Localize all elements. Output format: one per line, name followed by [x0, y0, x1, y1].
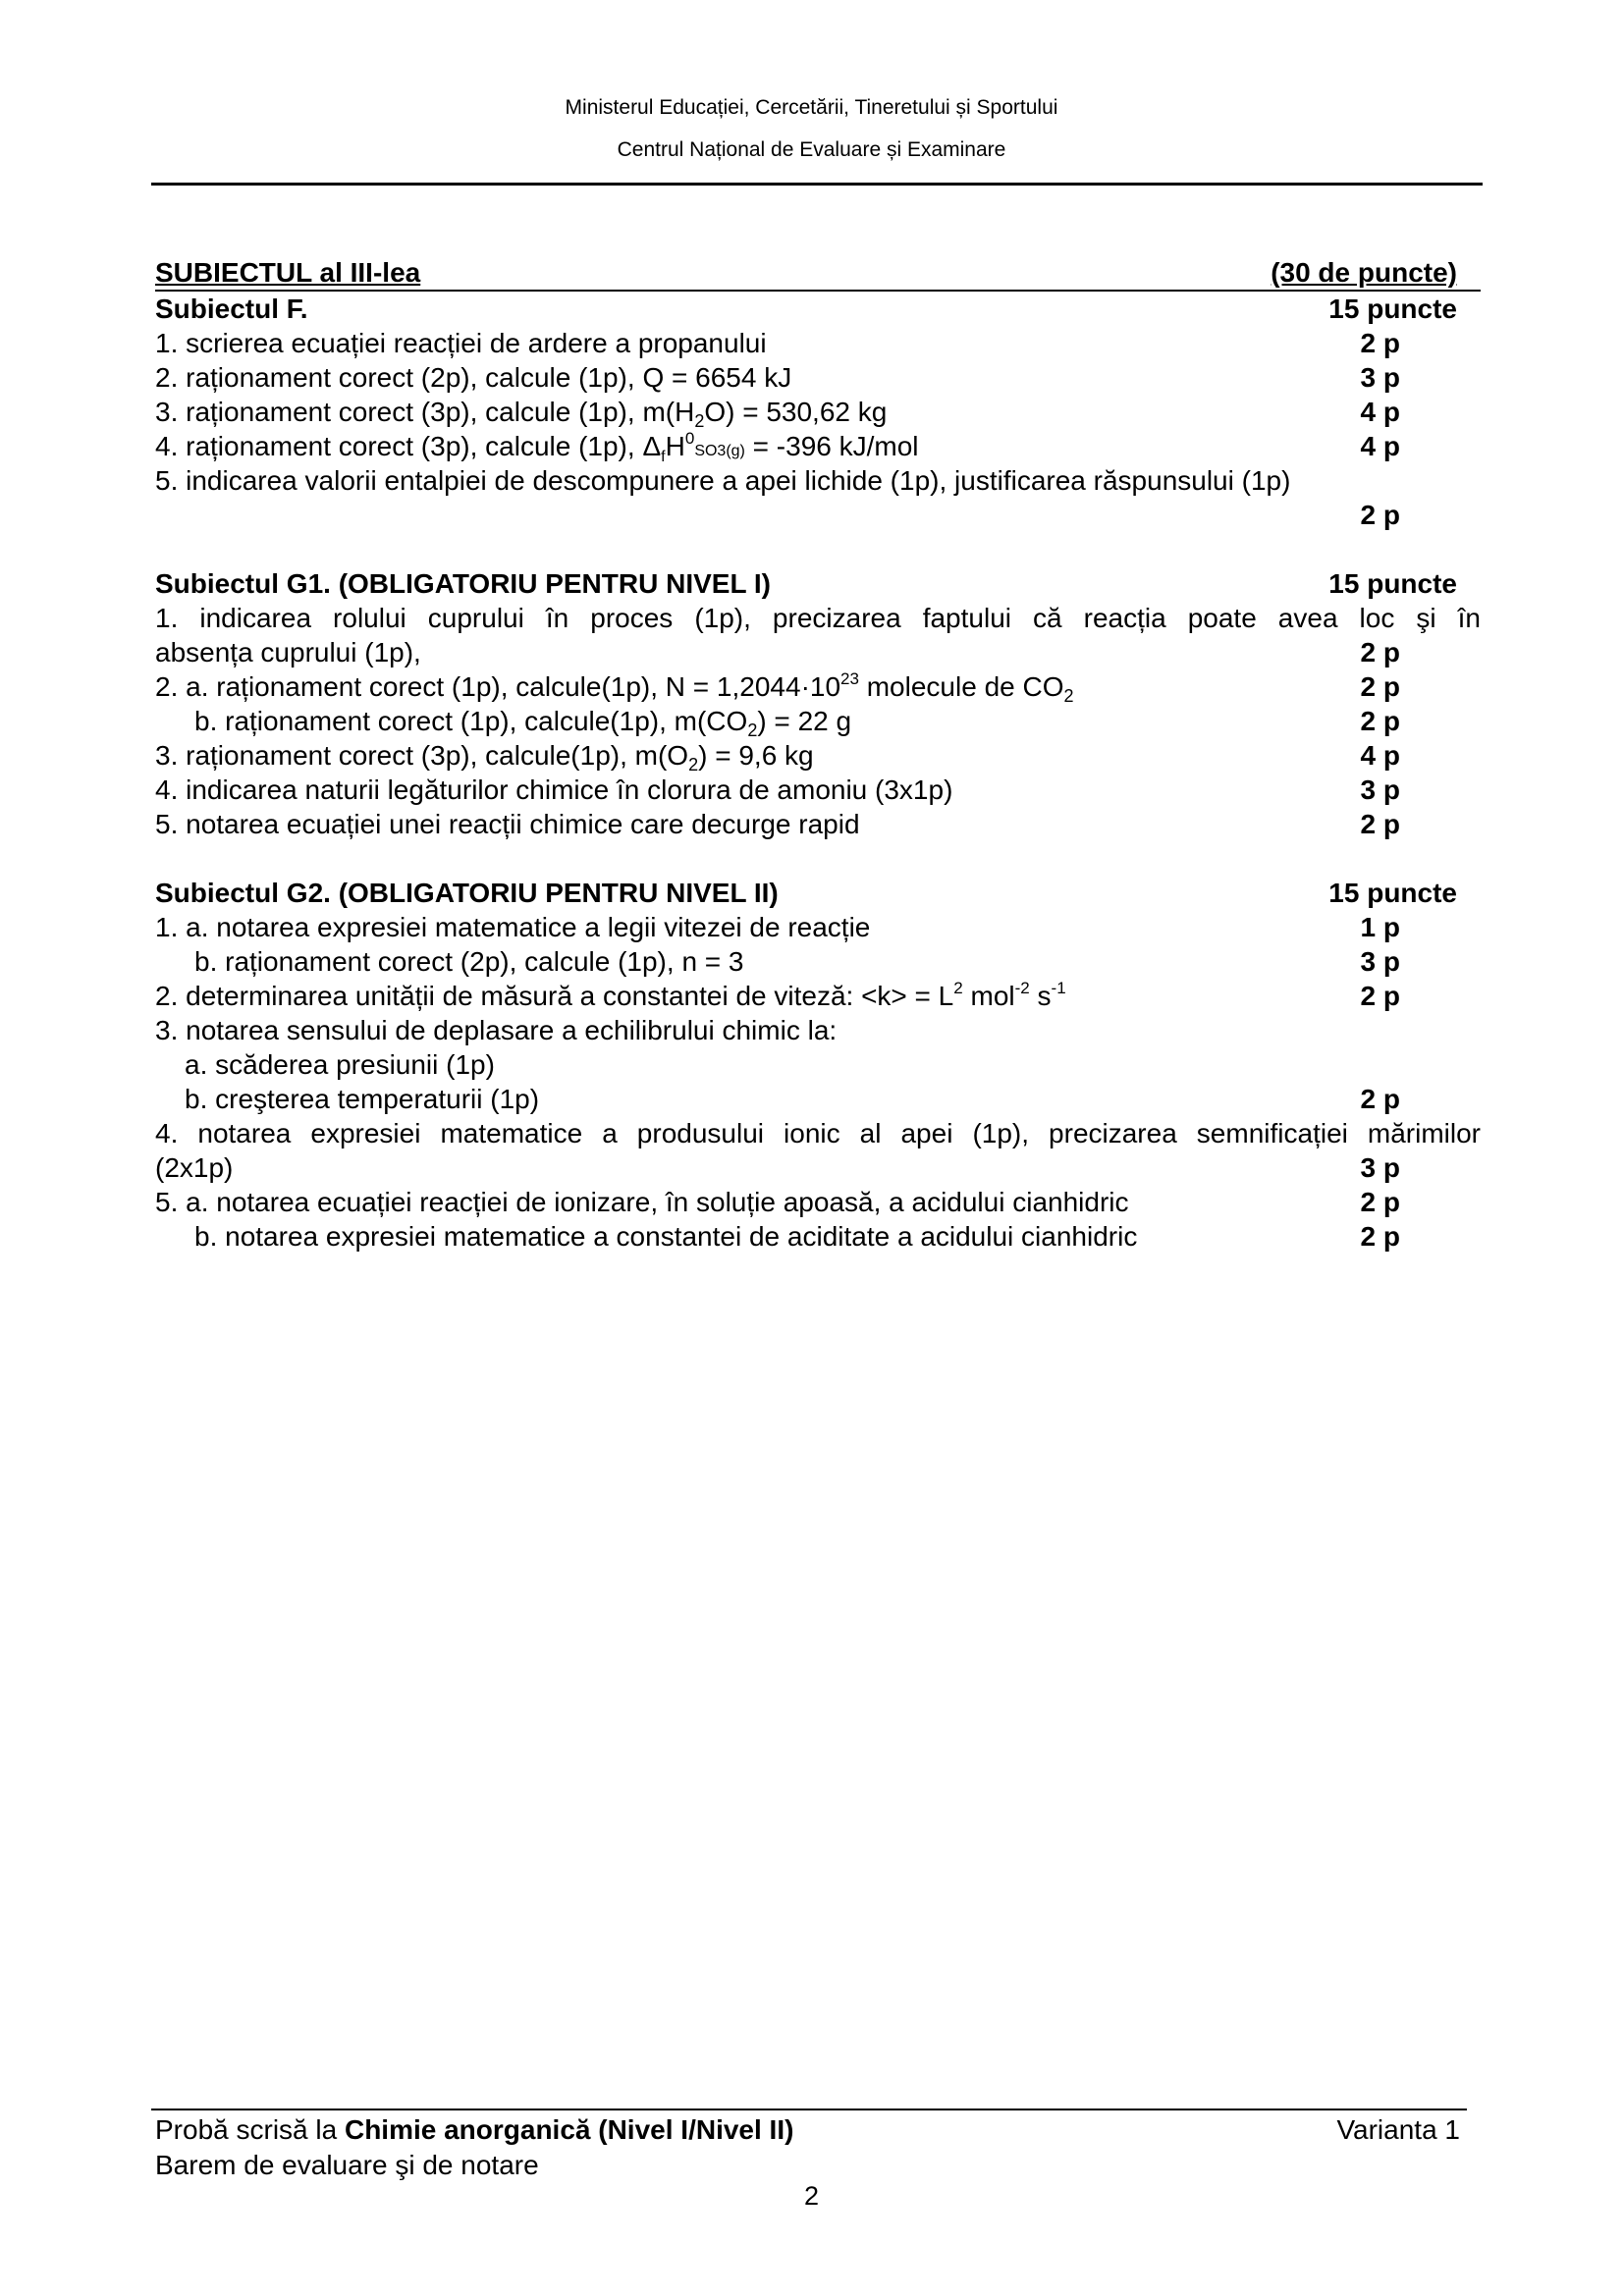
- subject-g2-heading: [155, 876, 1481, 910]
- subject-f-points: 15 puncte: [1328, 294, 1457, 324]
- list-item: [155, 1013, 1481, 1047]
- footer-subject: Chimie anorganică (Nivel I/Nivel II): [344, 2114, 794, 2145]
- item-text: [155, 738, 814, 773]
- footer-scoring-title: Barem de evaluare şi de notare: [155, 2150, 539, 2180]
- section-heading: [155, 255, 1481, 292]
- list-item: [155, 1116, 1481, 1150]
- item-text-part: H: [665, 431, 685, 461]
- item-points: 2 p: [1360, 1221, 1400, 1252]
- list-item: [155, 910, 1481, 944]
- item-text-part: 2. determinarea unității de măsură a constantei de viteză: <k> = L: [155, 981, 954, 1011]
- item-text: b. raționament corect (2p), calcule (1p), n = 3: [194, 946, 744, 977]
- subject-f-heading: [155, 292, 1481, 326]
- list-item: [155, 1150, 1481, 1185]
- item-text: b. notarea expresiei matematice a constantei de aciditate a acidului cianhidric: [194, 1221, 1138, 1252]
- subject-g2-title: Subiectul G2. (OBLIGATORIU PENTRU NIVEL II): [155, 878, 779, 908]
- list-item-points-row: [155, 498, 1481, 532]
- item-points: 3 p: [1360, 1152, 1400, 1183]
- item-points: 2 p: [1360, 671, 1400, 702]
- subscript: 2: [747, 721, 758, 740]
- list-item: [155, 807, 1481, 841]
- list-item: [155, 360, 1481, 395]
- item-text: (2x1p): [155, 1152, 234, 1183]
- header-center: Centrul Național de Evaluare și Examinare: [617, 138, 1006, 161]
- item-points: 3 p: [1360, 774, 1400, 805]
- section-points: (30 de puncte): [1271, 257, 1457, 288]
- item-points: 2 p: [1360, 328, 1400, 358]
- list-item: [155, 395, 1481, 429]
- item-text-part: b. raționament corect (1p), calcule(1p), m(CO: [194, 706, 748, 736]
- subscript: SO3(g): [694, 443, 745, 459]
- footer-variant: Varianta 1: [1336, 2114, 1460, 2145]
- superscript: -1: [1051, 979, 1066, 997]
- superscript: -2: [1014, 979, 1030, 997]
- item-text: a. scăderea presiunii (1p): [185, 1049, 495, 1080]
- item-text-part: mol: [962, 981, 1015, 1011]
- header-ministry: Ministerul Educației, Cercetării, Tineretului și Sportului: [565, 96, 1058, 119]
- list-item: [155, 979, 1481, 1013]
- item-points: 3 p: [1360, 946, 1400, 977]
- page-number: 2: [803, 2181, 820, 2211]
- item-text: 3. notarea sensului de deplasare a echilibrului chimic la:: [155, 1015, 838, 1045]
- item-text: 1. indicarea rolului cuprului în proces (1p), precizarea faptului că reacția poate avea loc şi în: [155, 603, 1481, 633]
- item-points: 2 p: [1360, 1187, 1400, 1217]
- item-text: [155, 704, 851, 738]
- subscript: 2: [688, 755, 699, 774]
- item-points: 3 p: [1360, 362, 1400, 393]
- footer-divider: [151, 2109, 1467, 2110]
- item-points: 4 p: [1360, 431, 1400, 461]
- item-text: 5. a. notarea ecuației reacției de ionizare, în soluție apoasă, a acidului cianhidric: [155, 1187, 1129, 1217]
- item-text-part: ) = 22 g: [757, 706, 852, 736]
- item-text-part: 2. a. raționament corect (1p), calcule(1p), N = 1,2044·10: [155, 671, 841, 702]
- footer-exam-title: [155, 2112, 793, 2147]
- item-text: [155, 395, 887, 429]
- list-item: [155, 1219, 1481, 1254]
- item-text: [155, 979, 1066, 1013]
- item-points: 2 p: [1360, 981, 1400, 1011]
- list-item: [155, 601, 1481, 635]
- list-item: [155, 738, 1481, 773]
- item-text: 4. indicarea naturii legăturilor chimice în clorura de amoniu (3x1p): [155, 774, 953, 805]
- list-item: [155, 1082, 1481, 1116]
- subject-f-title: Subiectul F.: [155, 294, 308, 324]
- item-text: 5. notarea ecuației unei reacții chimice care decurge rapid: [155, 809, 860, 839]
- item-text: [155, 669, 1074, 704]
- item-points: 2 p: [1360, 637, 1400, 667]
- item-points: 4 p: [1360, 397, 1400, 427]
- item-text: 5. indicarea valorii entalpiei de descompunere a apei lichide (1p), justificarea răspunsului (1p): [155, 465, 1291, 496]
- item-points: 2 p: [1360, 500, 1400, 530]
- superscript: 0: [684, 429, 695, 448]
- subject-g1-points: 15 puncte: [1328, 568, 1457, 599]
- footer-prefix: Probă scrisă la: [155, 2114, 345, 2145]
- superscript: 23: [840, 669, 859, 688]
- item-text: 1. a. notarea expresiei matematice a legii vitezei de reacție: [155, 912, 871, 942]
- item-text: 2. raționament corect (2p), calcule (1p), Q = 6654 kJ: [155, 362, 792, 393]
- subscript: 2: [694, 411, 705, 431]
- item-points: 4 p: [1360, 740, 1400, 771]
- subscript: f: [661, 449, 666, 465]
- list-item: [155, 669, 1481, 704]
- item-text-part: s: [1029, 981, 1052, 1011]
- item-text-part: 4. raționament corect (3p), calcule (1p), Δ: [155, 431, 662, 461]
- superscript: 2: [953, 979, 963, 997]
- item-points: 1 p: [1360, 912, 1400, 942]
- list-item: [155, 463, 1481, 498]
- item-text-part: 3. raționament corect (3p), calcule (1p), m(H: [155, 397, 695, 427]
- item-text: [155, 429, 919, 468]
- item-text-part: O) = 530,62 kg: [704, 397, 888, 427]
- list-item: [155, 429, 1481, 463]
- item-text: 4. notarea expresiei matematice a produsului ionic al apei (1p), precizarea semnificației mărimilor: [155, 1118, 1481, 1148]
- list-item: [155, 326, 1481, 360]
- item-points: 2 p: [1360, 809, 1400, 839]
- subscript: 2: [1063, 686, 1074, 706]
- subject-g2-points: 15 puncte: [1328, 878, 1457, 908]
- list-item: [155, 944, 1481, 979]
- item-text-part: = -396 kJ/mol: [752, 431, 919, 461]
- item-text-part: 3. raționament corect (3p), calcule(1p), m(O: [155, 740, 689, 771]
- item-text-part: ) = 9,6 kg: [698, 740, 814, 771]
- item-points: 2 p: [1360, 706, 1400, 736]
- item-text-part: molecule de CO: [858, 671, 1064, 702]
- list-item: [155, 704, 1481, 738]
- item-text: absența cuprului (1p),: [155, 637, 421, 667]
- list-item: [155, 773, 1481, 807]
- subject-g1-title: Subiectul G1. (OBLIGATORIU PENTRU NIVEL I): [155, 568, 771, 599]
- list-item: [155, 635, 1481, 669]
- item-text: 1. scrierea ecuației reacției de ardere a propanului: [155, 328, 767, 358]
- header-divider: [151, 183, 1483, 186]
- item-points: 2 p: [1360, 1084, 1400, 1114]
- list-item: [155, 1185, 1481, 1219]
- item-text: b. creşterea temperaturii (1p): [185, 1084, 540, 1114]
- list-item: [155, 1047, 1481, 1082]
- document-body: [155, 255, 1481, 1254]
- section-title: SUBIECTUL al III-lea: [155, 257, 421, 288]
- subject-g1-heading: [155, 566, 1481, 601]
